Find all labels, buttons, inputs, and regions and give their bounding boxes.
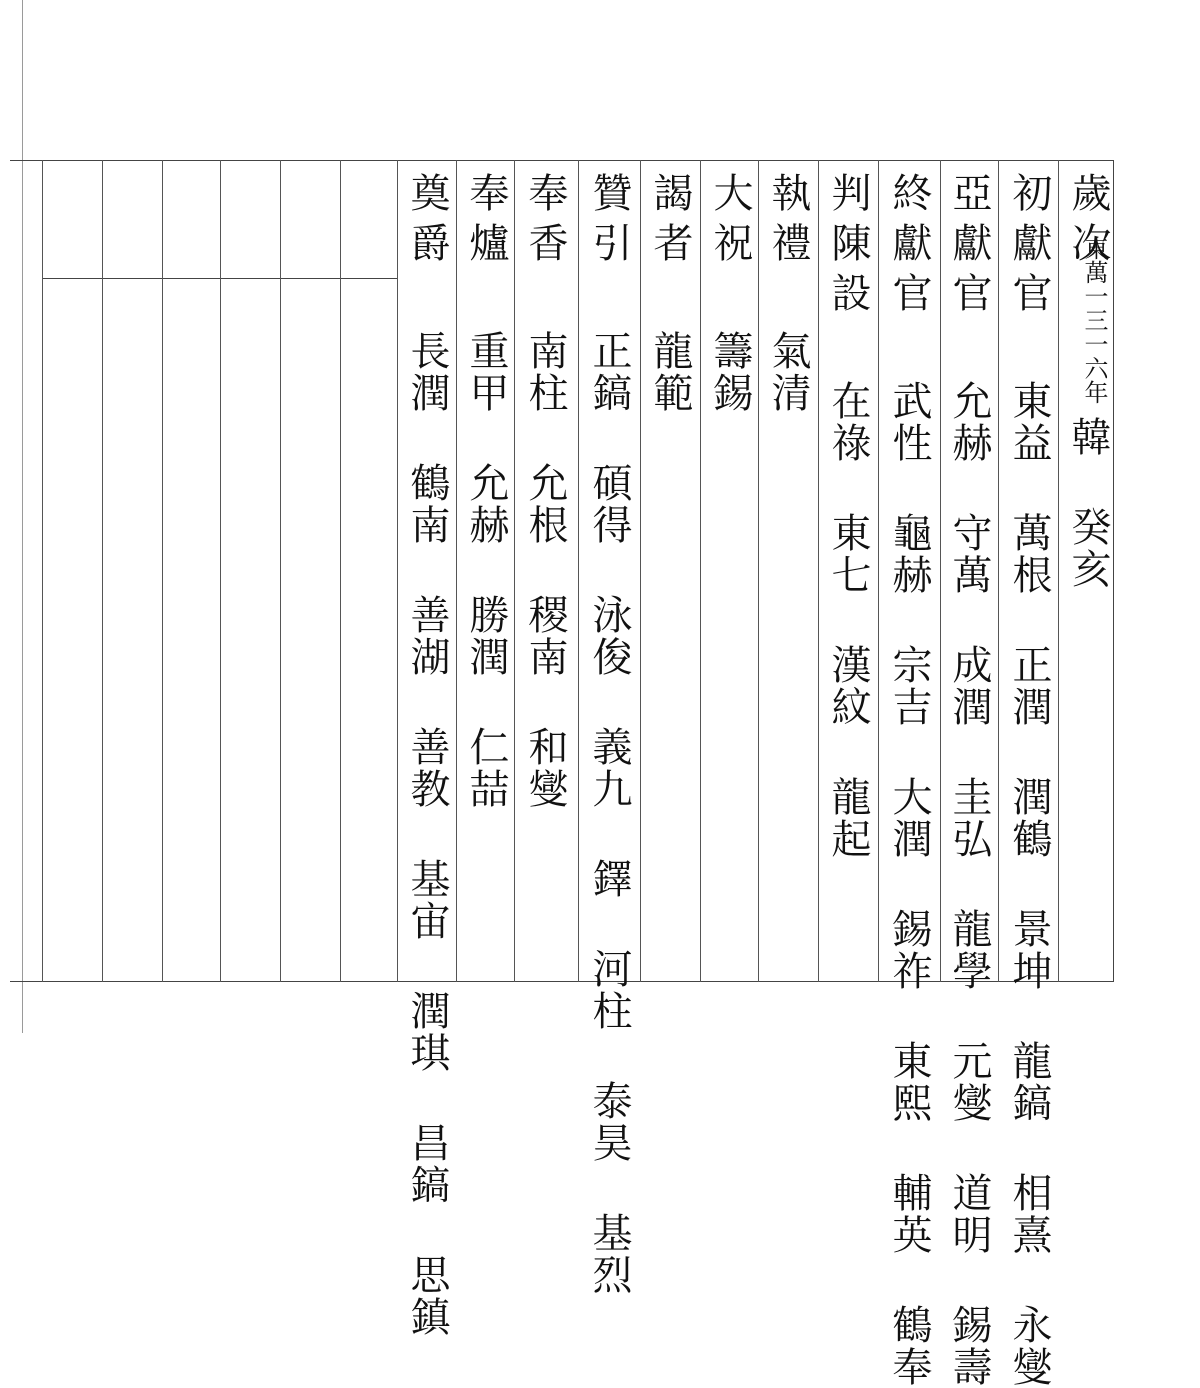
role-label: 奠爵 xyxy=(404,172,450,272)
participant-names: 武性 龜赫 宗吉 大潤 錫祚 東熙 輔英 鶴奉 xyxy=(886,380,932,1388)
participant-names: 籌錫 xyxy=(707,330,753,414)
role-label: 初獻官 xyxy=(1006,172,1052,322)
role-label: 大祝 xyxy=(707,172,753,272)
column-rule xyxy=(280,160,281,982)
participant-names: 正鎬 碩得 泳俊 義九 鐸 河柱 泰昊 基烈 xyxy=(586,330,632,1296)
column-rule xyxy=(758,160,759,982)
year-name-column xyxy=(1060,416,1116,1216)
row-ceremony-master xyxy=(760,172,816,972)
row-first-offering xyxy=(1001,172,1057,1388)
role-label: 贊引 xyxy=(586,172,632,272)
role-label: 亞獻官 xyxy=(946,172,992,322)
participant-names: 龍範 xyxy=(647,330,693,414)
row-arrangement xyxy=(820,172,876,972)
column-rule xyxy=(514,160,515,982)
column-rule xyxy=(220,160,221,982)
participant-names: 重甲 允赫 勝潤 仁喆 xyxy=(463,330,509,810)
header-title: 歲次 xyxy=(1065,172,1111,272)
row-cup-offering xyxy=(399,172,455,1338)
participant-names: 長潤 鶴南 善湖 善教 基宙 潤琪 昌鎬 思鎮 xyxy=(404,330,450,1338)
participant-names: 南柱 允根 稷南 和燮 xyxy=(522,330,568,810)
column-rule xyxy=(42,160,43,982)
participant-names: 東益 萬根 正潤 潤鶴 景坤 龍鎬 相熹 永燮 xyxy=(1006,380,1052,1388)
row-final-offering xyxy=(881,172,937,1388)
row-second-offering xyxy=(941,172,997,1388)
column-rule xyxy=(397,160,398,982)
role-label: 奉香 xyxy=(522,172,568,272)
column-rule xyxy=(818,160,819,982)
date-note: 東萬一三一六年 xyxy=(1080,236,1108,404)
row-prayer-reader xyxy=(702,172,758,972)
column-rule xyxy=(102,160,103,982)
row-burner-bearer xyxy=(458,172,514,972)
participant-names: 允赫 守萬 成潤 圭弘 龍學 元燮 道明 錫壽 xyxy=(946,380,992,1388)
row-guide xyxy=(581,172,637,1296)
column-rule xyxy=(998,160,999,982)
role-label: 執禮 xyxy=(765,172,811,272)
column-rule xyxy=(456,160,457,982)
column-rule xyxy=(1058,160,1059,982)
role-label: 謁者 xyxy=(647,172,693,272)
column-rule xyxy=(340,160,341,982)
row-incense-bearer xyxy=(517,172,573,972)
participant-names: 氣清 xyxy=(765,330,811,414)
role-label: 終獻官 xyxy=(886,172,932,322)
row-attendant xyxy=(642,172,698,972)
column-rule xyxy=(878,160,879,982)
participant-names: 在祿 東七 漢紋 龍起 xyxy=(825,380,871,860)
column-rule xyxy=(162,160,163,982)
year-name: 韓 癸亥 xyxy=(1065,416,1111,590)
column-rule xyxy=(640,160,641,982)
column-rule xyxy=(700,160,701,982)
column-rule xyxy=(578,160,579,982)
role-label: 奉爐 xyxy=(463,172,509,272)
role-label: 判陳設 xyxy=(825,172,871,322)
